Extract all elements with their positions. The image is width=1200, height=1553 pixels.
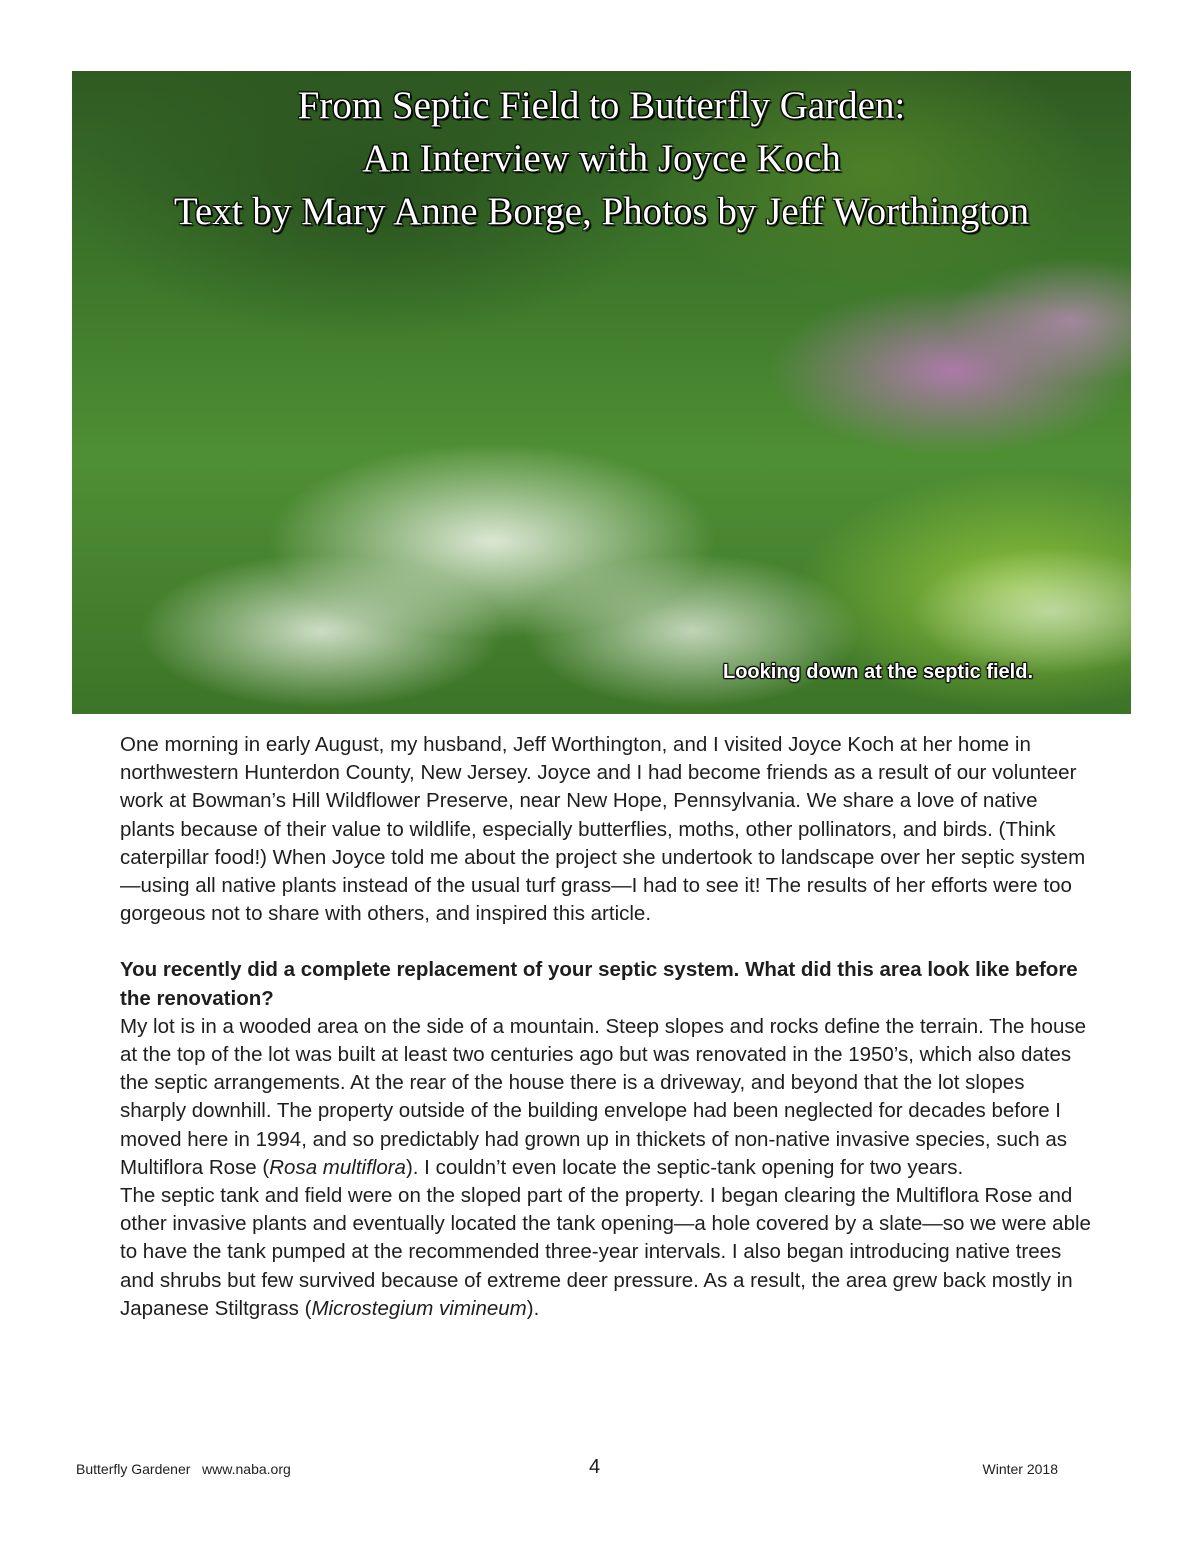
intro-paragraph: One morning in early August, my husband, Jeff Worthington, and I visited Joyce Koch at her home in northwestern Hunterdon County, New Jersey. Joyce and I had become friends as a result of our volunteer work at Bowman’s Hill Wildflower Preserve, near New Hope, Pennsylvania. We share a love of native plants because of their value to wildlife, especially butterflies, moths, other pollinators, and birds. (Think caterpillar food!) When Joyce told me about the project she undertook to landscape over her septic system—using all native plants instead of the usual turf grass—I had to see it! The results of her efforts were too gorgeous not to share with others, and inspired this article. xyxy=(120,733,1086,926)
answer-1-species-name: Rosa multiflora xyxy=(269,1155,406,1179)
title-line-1: From Septic Field to Butterfly Garden: xyxy=(297,84,906,127)
page-number: 4 xyxy=(589,1456,601,1478)
title-line-2: An Interview with Joyce Koch xyxy=(362,137,841,180)
footer-issue: Winter 2018 xyxy=(982,1461,1058,1477)
hero-photo xyxy=(72,71,1131,714)
answer-paragraph-1 xyxy=(120,1013,1095,1182)
footer-publication: Butterfly Gardener www.naba.org xyxy=(76,1461,291,1477)
answer-paragraph-2 xyxy=(120,1182,1095,1323)
answer-2-species-name: Microstegium vimineum xyxy=(311,1296,527,1320)
byline: Text by Mary Anne Borge, Photos by Jeff Worthington xyxy=(173,190,1030,233)
answer-2-text-b: ). xyxy=(526,1296,540,1320)
photo-caption: Looking down at the septic field. xyxy=(722,661,1033,683)
answer-1-text-b: ). I couldn’t even locate the septic-tank opening for two years. xyxy=(405,1155,964,1179)
article-body xyxy=(120,731,1095,1323)
answer-1-text-a: My lot is in a wooded area on the side of a mountain. Steep slopes and rocks define the terrain. The house at the top of the lot was built at least two centuries ago but was renovated in the 1950’s, which also dates the septic arrangements. At the rear of the house there is a driveway, and beyond that the lot slopes sharply downhill. The property outside of the building envelope had been neglected for decades before I moved here in 1994, and so predictably had grown up in thickets of non-native invasive species, such as Multiflora Rose ( xyxy=(120,1014,1086,1179)
interview-question: You recently did a complete replacement of your septic system. What did this area look like before the renovation? xyxy=(120,958,1078,1010)
answer-2-text-a: The septic tank and field were on the sloped part of the property. I began clearing the Multiflora Rose and other invasive plants and eventually located the tank opening—a hole covered by a slate—so we were able to have the tank pumped at the recommended three-year intervals. I also began introducing native trees and shrubs but few survived because of extreme deer pressure. As a result, the area grew back mostly in Japanese Stiltgrass ( xyxy=(120,1184,1091,1320)
article-title xyxy=(72,79,1131,238)
page-footer xyxy=(0,1456,1200,1484)
paragraph-spacer xyxy=(120,928,1095,956)
